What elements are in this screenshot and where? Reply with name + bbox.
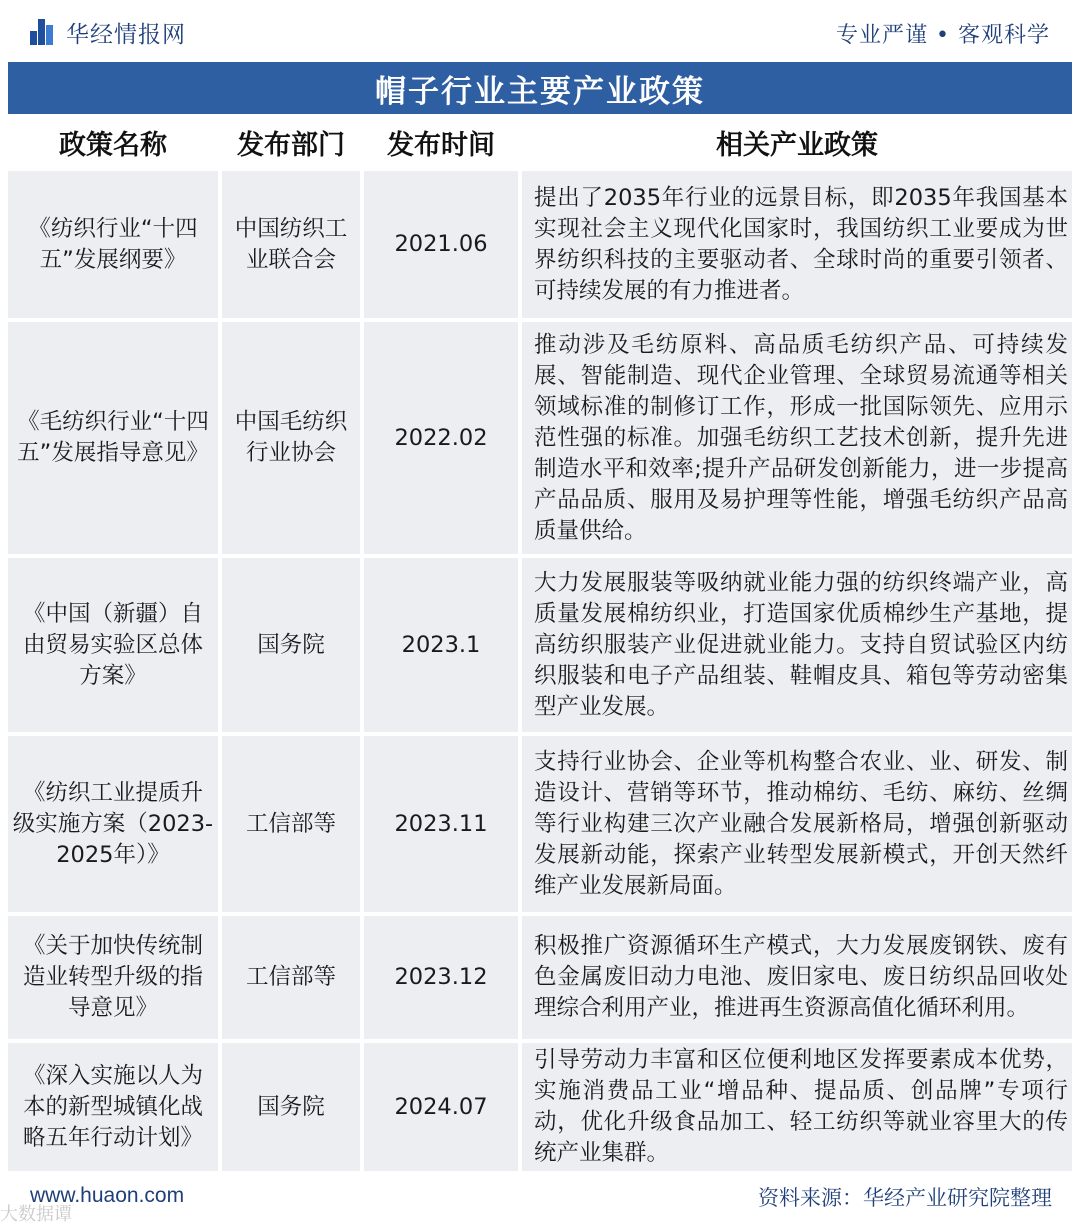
publish-date: 2022.02 [364, 322, 518, 554]
logo-bars-icon [30, 19, 54, 45]
policy-content-text: 支持行业协会、企业等机构整合农业、业、研发、制造设计、营销等环节，推动棉纺、毛纺、麻纺、丝绸等行业构建三次产业融合发展新格局，增强创新驱动发展新动能，探索产业转型发展新模式，开创天然纤维产业发展新局面。 [534, 748, 1068, 899]
publish-department: 中国纺织工业联合会 [222, 171, 360, 318]
column-header-date: 发布时间 [387, 130, 495, 161]
publish-date: 2023.11 [364, 736, 518, 912]
policy-name: 《中国（新疆）自由贸易实验区总体方案》 [8, 558, 218, 732]
column-header-name: 政策名称 [59, 130, 167, 161]
policy-content-text: 推动涉及毛纺原料、高品质毛纺织产品、可持续发展、智能制造、现代企业管理、全球贸易流通等相关领域标准的制修订工作，形成一批国际领先、应用示范性强的标准。加强毛纺织工艺技术创新，提升先进制造水平和效率;提升产品研发创新能力，进一步提高产品品质、服用及易护理等性能，增强毛纺织产品高质量供给。 [534, 331, 1068, 544]
policy-table [8, 114, 1072, 1171]
logo-text: 华经情报网 [66, 21, 186, 48]
policy-name: 《纺织工业提质升级实施方案（2023-2025年）》 [8, 736, 218, 912]
policy-content [522, 1043, 1072, 1171]
column-header-dept: 发布部门 [237, 130, 345, 161]
watermark: 大数据谭 [0, 1204, 72, 1225]
policy-content-text: 引导劳动力丰富和区位便利地区发挥要素成本优势，实施消费品工业“增品种、提品质、创品牌”专项行动，优化升级食品加工、轻工纺织等就业容里大的传统产业集群。 [534, 1047, 1068, 1166]
policy-name: 《关于加快传统制造业转型升级的指导意见》 [8, 916, 218, 1039]
source-note: 资料来源：华经产业研究院整理 [758, 1186, 1052, 1210]
page-footer [0, 1170, 1080, 1226]
policy-content [522, 736, 1072, 912]
column-header-policy: 相关产业政策 [716, 130, 878, 161]
table-row [8, 1043, 1072, 1171]
publish-department: 中国毛纺织行业协会 [222, 322, 360, 554]
table-row [8, 736, 1072, 912]
policy-content [522, 558, 1072, 732]
publish-date: 2021.06 [364, 171, 518, 318]
table-row [8, 558, 1072, 732]
table-row [8, 322, 1072, 554]
publish-department: 国务院 [222, 558, 360, 732]
table-row [8, 171, 1072, 318]
policy-name: 《纺织行业“十四五”发展纲要》 [8, 171, 218, 318]
publish-date: 2023.12 [364, 916, 518, 1039]
policy-content [522, 171, 1072, 318]
brand-logo[interactable] [30, 18, 186, 46]
table-header-row [8, 114, 1072, 171]
policy-content-text: 积极推广资源循环生产模式，大力发展废钢铁、废有色金属废旧动力电池、废旧家电、废日纺织品回收处理综合利用产业，推进再生资源高值化循环利用。 [534, 933, 1068, 1021]
publish-date: 2024.07 [364, 1043, 518, 1171]
website-link[interactable]: www.huaon.com [30, 1184, 185, 1207]
policy-content-text: 提出了2035年行业的远景目标，即2035年我国基本实现社会主义现代化国家时，我国纺织工业要成为世界纺织科技的主要驱动者、全球时尚的重要引领者、可持续发展的有力推进者。 [534, 184, 1068, 304]
top-header [0, 0, 1080, 62]
policy-content-text: 大力发展服装等吸纳就业能力强的纺织终端产业，高质量发展棉纺织业，打造国家优质棉纱生产基地，提高纺织服装产业促进就业能力。支持自贸试验区内纺织服装和电子产品组装、鞋帽皮具、箱包等劳动密集型产业发展。 [534, 569, 1068, 720]
publish-date: 2023.1 [364, 558, 518, 732]
policy-name: 《毛纺织行业“十四五”发展指导意见》 [8, 322, 218, 554]
publish-department: 工信部等 [222, 736, 360, 912]
policy-content [522, 322, 1072, 554]
policy-name: 《深入实施以人为本的新型城镇化战略五年行动计划》 [8, 1043, 218, 1171]
publish-department: 国务院 [222, 1043, 360, 1171]
publish-department: 工信部等 [222, 916, 360, 1039]
policy-content [522, 916, 1072, 1039]
table-title: 帽子行业主要产业政策 [8, 62, 1072, 114]
table-row [8, 916, 1072, 1039]
slogan: 专业严谨 • 客观科学 [836, 23, 1050, 48]
